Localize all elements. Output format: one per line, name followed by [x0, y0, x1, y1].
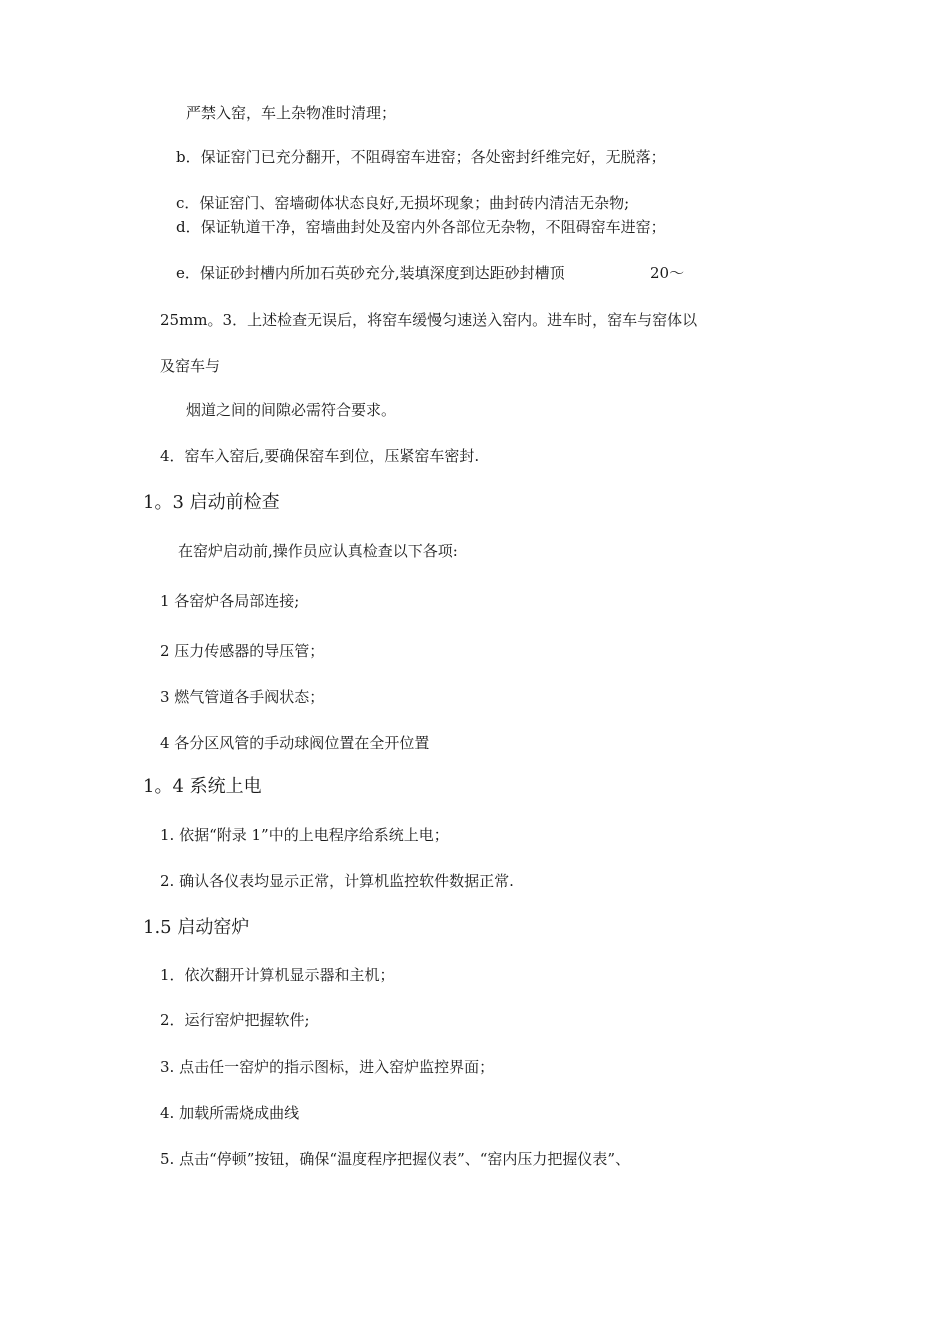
section-heading-1-4: 1。4 系统上电 [143, 776, 262, 797]
list-item-e: e．保证砂封槽内所加石英砂充分,装填深度到达距砂封槽顶 [176, 264, 565, 282]
list-item: 5. 点击“停顿”按钮，确保“温度程序把握仪表”、“窑内压力把握仪表”、 [160, 1150, 631, 1168]
list-item: 2. 确认各仪表均显示正常，计算机监控软件数据正常. [160, 872, 514, 890]
list-item-4: 4．窑车入窑后,要确保窑车到位，压紧窑车密封. [160, 447, 480, 465]
checklist-item: 4 各分区风管的手动球阀位置在全开位置 [160, 734, 430, 752]
list-item: 4. 加载所需烧成曲线 [160, 1104, 300, 1122]
list-item: 2．运行窑炉把握软件; [160, 1011, 310, 1029]
paragraph-line: 严禁入窑，车上杂物准时清理； [186, 104, 397, 122]
list-item: 3. 点击任一窑炉的指示图标，进入窑炉监控界面； [160, 1058, 495, 1076]
checklist-item: 3 燃气管道各手阀状态； [160, 688, 325, 706]
checklist-item: 2 压力传感器的导压管； [160, 642, 325, 660]
list-item-e-value: 20～ [650, 264, 685, 282]
section-intro: 在窑炉启动前,操作员应认真检查以下各项: [178, 542, 458, 560]
checklist-item: 1 各窑炉各局部连接; [160, 592, 300, 610]
list-item-b: b．保证窑门已充分翻开，不阻碍窑车进窑；各处密封纤维完好，无脱落； [176, 148, 666, 166]
section-heading-1-5: 1.5 启动窑炉 [143, 917, 250, 938]
section-heading-1-3: 1。3 启动前检查 [143, 492, 280, 513]
list-item-c: c．保证窑门、窑墙砌体状态良好,无损坏现象；曲封砖内清洁无杂物; [176, 194, 630, 212]
paragraph-line: 及窑车与 [160, 357, 221, 375]
paragraph-line: 25mm。3．上述检查无误后，将窑车缓慢匀速送入窑内。进车时，窑车与窑体以 [160, 311, 698, 329]
list-item: 1. 依据“附录 1”中的上电程序给系统上电； [160, 826, 449, 844]
paragraph-line: 烟道之间的间隙必需符合要求。 [186, 401, 397, 419]
list-item: 1．依次翻开计算机显示器和主机； [160, 966, 395, 984]
list-item-d: d．保证轨道干净，窑墙曲封处及窑内外各部位无杂物，不阻碍窑车进窑； [176, 218, 666, 236]
